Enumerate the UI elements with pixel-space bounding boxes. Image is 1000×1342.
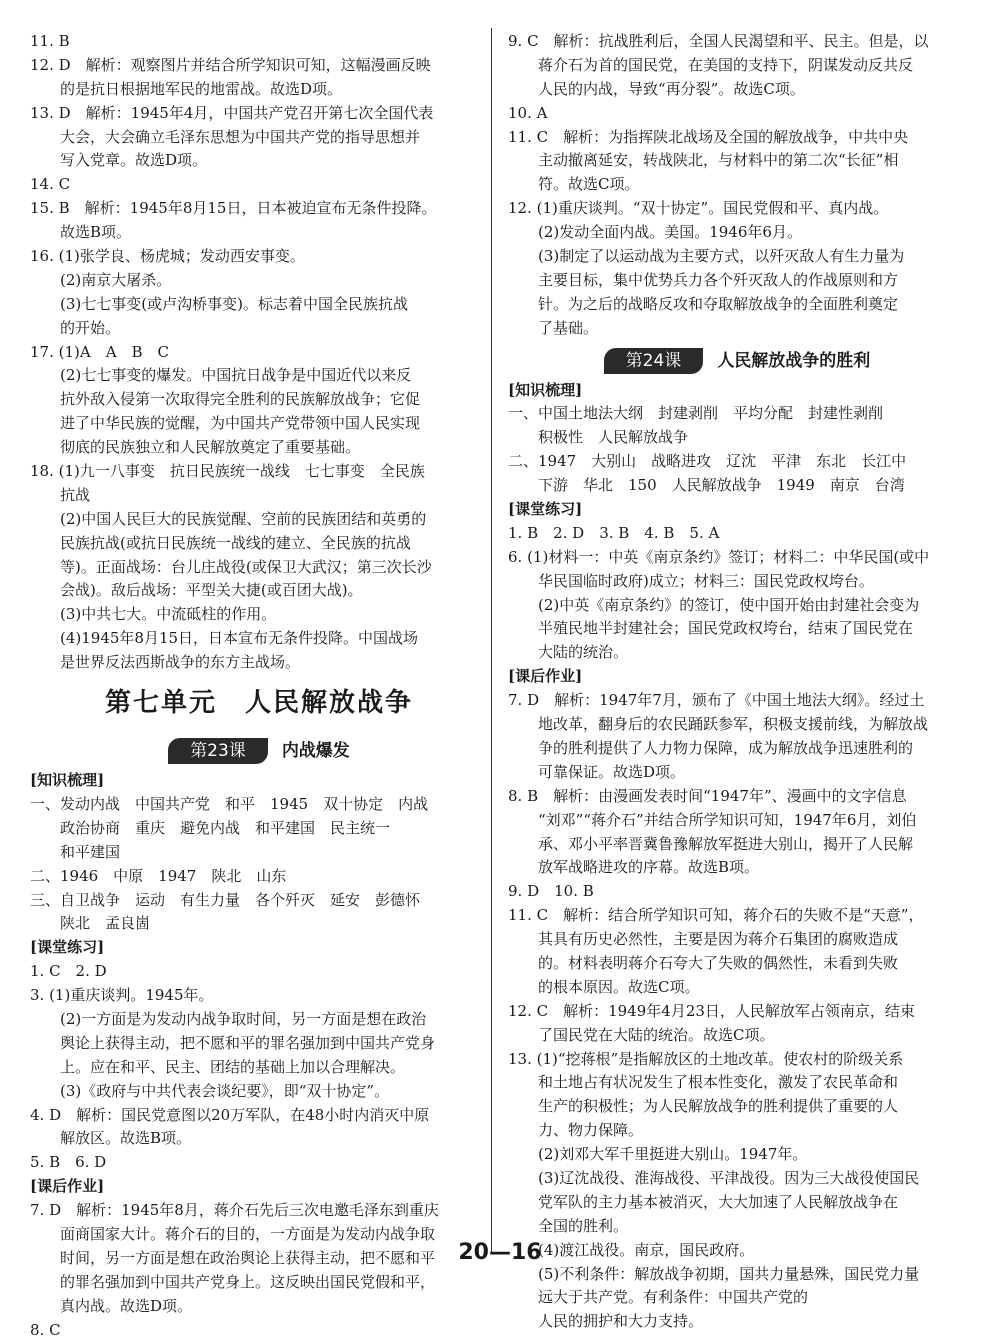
answer-line: 17. (1)A A B C (30, 342, 170, 361)
answer-line-continued: (3)七七事变(或卢沟桥事变)。标志着中国全民族抗战 (60, 294, 408, 313)
answer-line: 14. C (30, 175, 71, 194)
section-label: [课堂练习] (30, 938, 105, 957)
section-label: [课后作业] (508, 667, 583, 686)
answer-line: 11. B (30, 32, 70, 50)
answer-line: 16. (1)张学良、杨虎城；发动西安事变。 (30, 247, 305, 266)
answer-line-continued: 大会，大会确立毛泽东思想为中国共产党的指导思想并 (60, 127, 421, 146)
answer-line-continued: 时间，另一方面是想在政治舆论上获得主动，把不愿和平 (60, 1248, 436, 1267)
answer-line: 9. D 10. B (508, 882, 594, 901)
answer-line: 18. (1)九一八事变 抗日民族统一战线 七七事变 全民族 (30, 462, 425, 481)
answer-line-continued: 的根本原因。故选C项。 (538, 977, 700, 996)
answer-line: 二、1947 大别山 战略进攻 辽沈 平津 东北 长江中 (508, 452, 907, 471)
answer-line-continued: 符。故选C项。 (538, 175, 640, 194)
answer-line-continued: (2)南京大屠杀。 (60, 270, 172, 289)
section-label: [知识梳理] (30, 771, 105, 790)
answer-line: 7. D 解析：1947年7月，颁布了《中国土地法大纲》。经过土 (508, 691, 925, 710)
answer-line-continued: 下游 华北 150 人民解放战争 1949 南京 台湾 (538, 476, 905, 495)
answer-line-continued: 舆论上获得主动，把不愿和平的罪名强加到中国共产党身 (60, 1033, 436, 1052)
answer-line-continued: 的罪名强加到中国共产党身上。这反映出国民党假和平， (60, 1272, 436, 1291)
answer-line-continued: 争的胜利提供了人力物力保障，成为解放战争迅速胜利的 (538, 738, 914, 757)
answer-line-continued: 真内战。故选D项。 (60, 1296, 193, 1315)
answer-line-continued: (3)《政府与中共代表会谈纪要》，即“双十协定”。 (60, 1081, 390, 1100)
answer-line: 12. D 解析：观察图片并结合所学知识可知，这幅漫画反映 (30, 55, 431, 74)
answer-line-continued: (4)渡江战役。南京，国民政府。 (538, 1240, 755, 1259)
answer-line-continued: 进了中华民族的觉醒，为中国共产党带领中国人民实现 (60, 414, 421, 433)
answer-line: 8. B 解析：由漫画发表时间“1947年”、漫画中的文字信息 (508, 786, 907, 805)
answer-line-continued: 力、物力保障。 (538, 1121, 644, 1140)
answer-line-continued: (2)发动全面内战。美国。1946年6月。 (538, 223, 802, 242)
answer-line-continued: (2)中国人民巨大的民族觉醒、空前的民族团结和英勇的 (60, 509, 427, 528)
answer-line-continued: (2)一方面是为发动内战争取时间，另一方面是想在政治 (60, 1009, 427, 1028)
answer-line-continued: 全国的胜利。 (538, 1216, 629, 1235)
answer-line: 3. (1)重庆谈判。1945年。 (30, 986, 214, 1005)
answer-line-continued: 政治协商 重庆 避免内战 和平建国 民主统一 (60, 818, 391, 837)
answer-line-continued: (3)制定了以运动战为主要方式，以歼灭敌人有生力量为 (538, 247, 905, 266)
answer-line-continued: “刘邓”“蒋介石”并结合所学知识可知，1947年6月，刘伯 (538, 810, 917, 829)
answer-line-continued: 大陆的统治。 (538, 643, 629, 662)
right-column (508, 30, 966, 1334)
answer-line-continued: 主要目标，集中优势兵力各个歼灭敌人的作战原则和方 (538, 270, 899, 289)
answer-line-continued: 积极性 人民解放战争 (538, 428, 689, 447)
section-label: [知识梳理] (508, 380, 583, 399)
answer-line-continued: 上。应在和平、民主、团结的基础上加以合理解决。 (60, 1057, 406, 1076)
answer-line-continued: 故选B项。 (60, 223, 132, 242)
answer-line-continued: 等)。正面战场：台儿庄战役(或保卫大武汉；第三次长沙 (60, 557, 432, 576)
page-number: 20—16 (458, 1240, 542, 1265)
answer-line: 5. B 6. D (30, 1153, 107, 1172)
lesson-heading (508, 341, 966, 379)
answer-line-continued: 民族抗战(或抗日民族统一战线的建立、全民族的抗战 (60, 533, 411, 552)
answer-line-continued: 了国民党在大陆的统治。故选C项。 (538, 1025, 775, 1044)
answer-line-continued: 的是抗日根据地军民的地雷战。故选D项。 (60, 79, 343, 98)
answer-line-continued: 是世界反法西斯战争的东方主战场。 (60, 653, 301, 672)
answer-line: 11. C 解析：为指挥陕北战场及全国的解放战争，中共中央 (508, 127, 909, 146)
answer-line-continued: 彻底的民族独立和人民解放奠定了重要基础。 (60, 438, 361, 457)
lesson-tag: 第23课 (168, 738, 268, 764)
answer-line-continued: 陕北 孟良崮 (60, 914, 151, 933)
answer-line-continued: 远大于共产党。有利条件：中国共产党的 (538, 1288, 809, 1307)
answer-line-continued: (3)辽沈战役、淮海战役、平津战役。因为三大战役使国民 (538, 1168, 920, 1187)
answer-line-continued: 蒋介石为首的国民党，在美国的支持下，阴谋发动反共反 (538, 55, 914, 74)
answer-line-continued: 解放区。故选B项。 (60, 1129, 192, 1148)
answer-line-continued: (2)七七事变的爆发。中国抗日战争是中国近代以来反 (60, 366, 412, 385)
lesson-heading (30, 731, 488, 769)
answer-line-continued: 党军队的主力基本被消灭，大大加速了人民解放战争在 (538, 1192, 899, 1211)
answer-line-continued: 地改革，翻身后的农民踊跃参军，积极支援前线，为解放战 (538, 715, 929, 734)
answer-line-continued: 和平建国 (60, 842, 121, 861)
answer-line-continued: (2)中英《南京条约》的签订，使中国开始由封建社会变为 (538, 595, 920, 614)
answer-line: 8. C (30, 1320, 61, 1339)
answer-line-continued: 抗战 (60, 485, 91, 504)
answer-line-continued: 可靠保证。故选D项。 (538, 762, 686, 781)
answer-line: 15. B 解析：1945年8月15日，日本被迫宣布无条件投降。 (30, 199, 437, 218)
answer-line: 11. C 解析：结合所学知识可知，蒋介石的失败不是“天意”， (508, 906, 924, 925)
answer-line: 13. (1)“挖蒋根”是指解放区的土地改革。使农村的阶级关系 (508, 1049, 904, 1068)
answer-line: 1. C 2. D (30, 962, 107, 981)
answer-line-continued: 人民的内战，导致“再分裂”。故选C项。 (538, 79, 805, 98)
answer-line-continued: (3)中共七大。中流砥柱的作用。 (60, 605, 277, 624)
answer-line: 12. (1)重庆谈判。“双十协定”。国民党假和平、真内战。 (508, 199, 889, 218)
answer-line-continued: 了基础。 (538, 318, 599, 337)
answer-line: 7. D 解析：1945年8月，蒋介石先后三次电邀毛泽东到重庆 (30, 1201, 439, 1220)
answer-line: 12. C 解析：1949年4月23日，人民解放军占领南京，结束 (508, 1001, 915, 1020)
section-label: [课堂练习] (508, 500, 583, 519)
unit-heading: 第七单元 人民解放战争 (104, 688, 413, 719)
answer-line-continued: (2)刘邓大军千里挺进大别山。1947年。 (538, 1145, 808, 1164)
answer-line-continued: (5)不利条件：解放战争初期，国共力量悬殊，国民党力量 (538, 1264, 920, 1283)
answer-line-continued: 面商国家大计。蒋介石的目的，一方面是为发动内战争取 (60, 1224, 436, 1243)
answer-line: 13. D 解析：1945年4月，中国共产党召开第七次全国代表 (30, 103, 434, 122)
answer-line: 一、中国土地法大纲 封建剥削 平均分配 封建性剥削 (508, 404, 884, 423)
left-column (30, 30, 488, 1342)
answer-line-continued: 人民的拥护和大力支持。 (538, 1312, 704, 1331)
answer-line-continued: 抗外敌入侵第一次取得完全胜利的民族解放战争；它促 (60, 390, 421, 409)
answer-line: 4. D 解析：国民党意图以20万军队，在48小时内消灭中原 (30, 1105, 430, 1124)
answer-line-continued: 生产的积极性；为人民解放战争的胜利提供了重要的人 (538, 1097, 899, 1116)
answer-line-continued: 其具有历史必然性，主要是因为蒋介石集团的腐败造成 (538, 930, 899, 949)
section-label: [课后作业] (30, 1177, 105, 1196)
answer-line-continued: 和土地占有状况发生了根本性变化，激发了农民革命和 (538, 1073, 899, 1092)
answer-line: 6. (1)材料一：中英《南京条约》签订；材料二：中华民国(或中 (508, 547, 930, 566)
answer-line-continued: 主动撤离延安，转战陕北，与材料中的第二次“长征”相 (538, 151, 899, 170)
answer-line: 一、发动内战 中国共产党 和平 1945 双十协定 内战 (30, 794, 429, 813)
lesson-title: 人民解放战争的胜利 (717, 350, 871, 371)
answer-line-continued: 针。为之后的战略反攻和夺取解放战争的全面胜利奠定 (538, 294, 899, 313)
answer-line-continued: 承、邓小平率晋冀鲁豫解放军挺进大别山，揭开了人民解 (538, 834, 914, 853)
answer-line-continued: 的。材料表明蒋介石夸大了失败的偶然性，未看到失败 (538, 953, 899, 972)
answer-line: 9. C 解析：抗战胜利后，全国人民渴望和平、民主。但是，以 (508, 32, 929, 50)
answer-line-continued: 写入党章。故选D项。 (60, 151, 208, 170)
answer-line-continued: (4)1945年8月15日，日本宣布无条件投降。中国战场 (60, 629, 419, 648)
answer-line-continued: 放军战略进攻的序幕。故选B项。 (538, 858, 760, 877)
column-divider (491, 28, 492, 1253)
answer-line-continued: 会战)。敌后战场：平型关大捷(或百团大战)。 (60, 581, 363, 600)
answer-line: 三、自卫战争 运动 有生力量 各个歼灭 延安 彭德怀 (30, 890, 421, 909)
answer-line-continued: 的开始。 (60, 318, 121, 337)
answer-line: 1. B 2. D 3. B 4. B 5. A (508, 523, 720, 542)
answer-line: 10. A (508, 103, 548, 122)
answer-line-continued: 半殖民地半封建社会；国民党政权垮台，结束了国民党在 (538, 619, 914, 638)
lesson-title: 内战爆发 (281, 741, 350, 762)
answer-line-continued: 华民国临时政府)成立；材料三：国民党政权垮台。 (538, 571, 874, 590)
lesson-tag: 第24课 (604, 348, 704, 374)
answer-line: 二、1946 中原 1947 陕北 山东 (30, 866, 287, 885)
